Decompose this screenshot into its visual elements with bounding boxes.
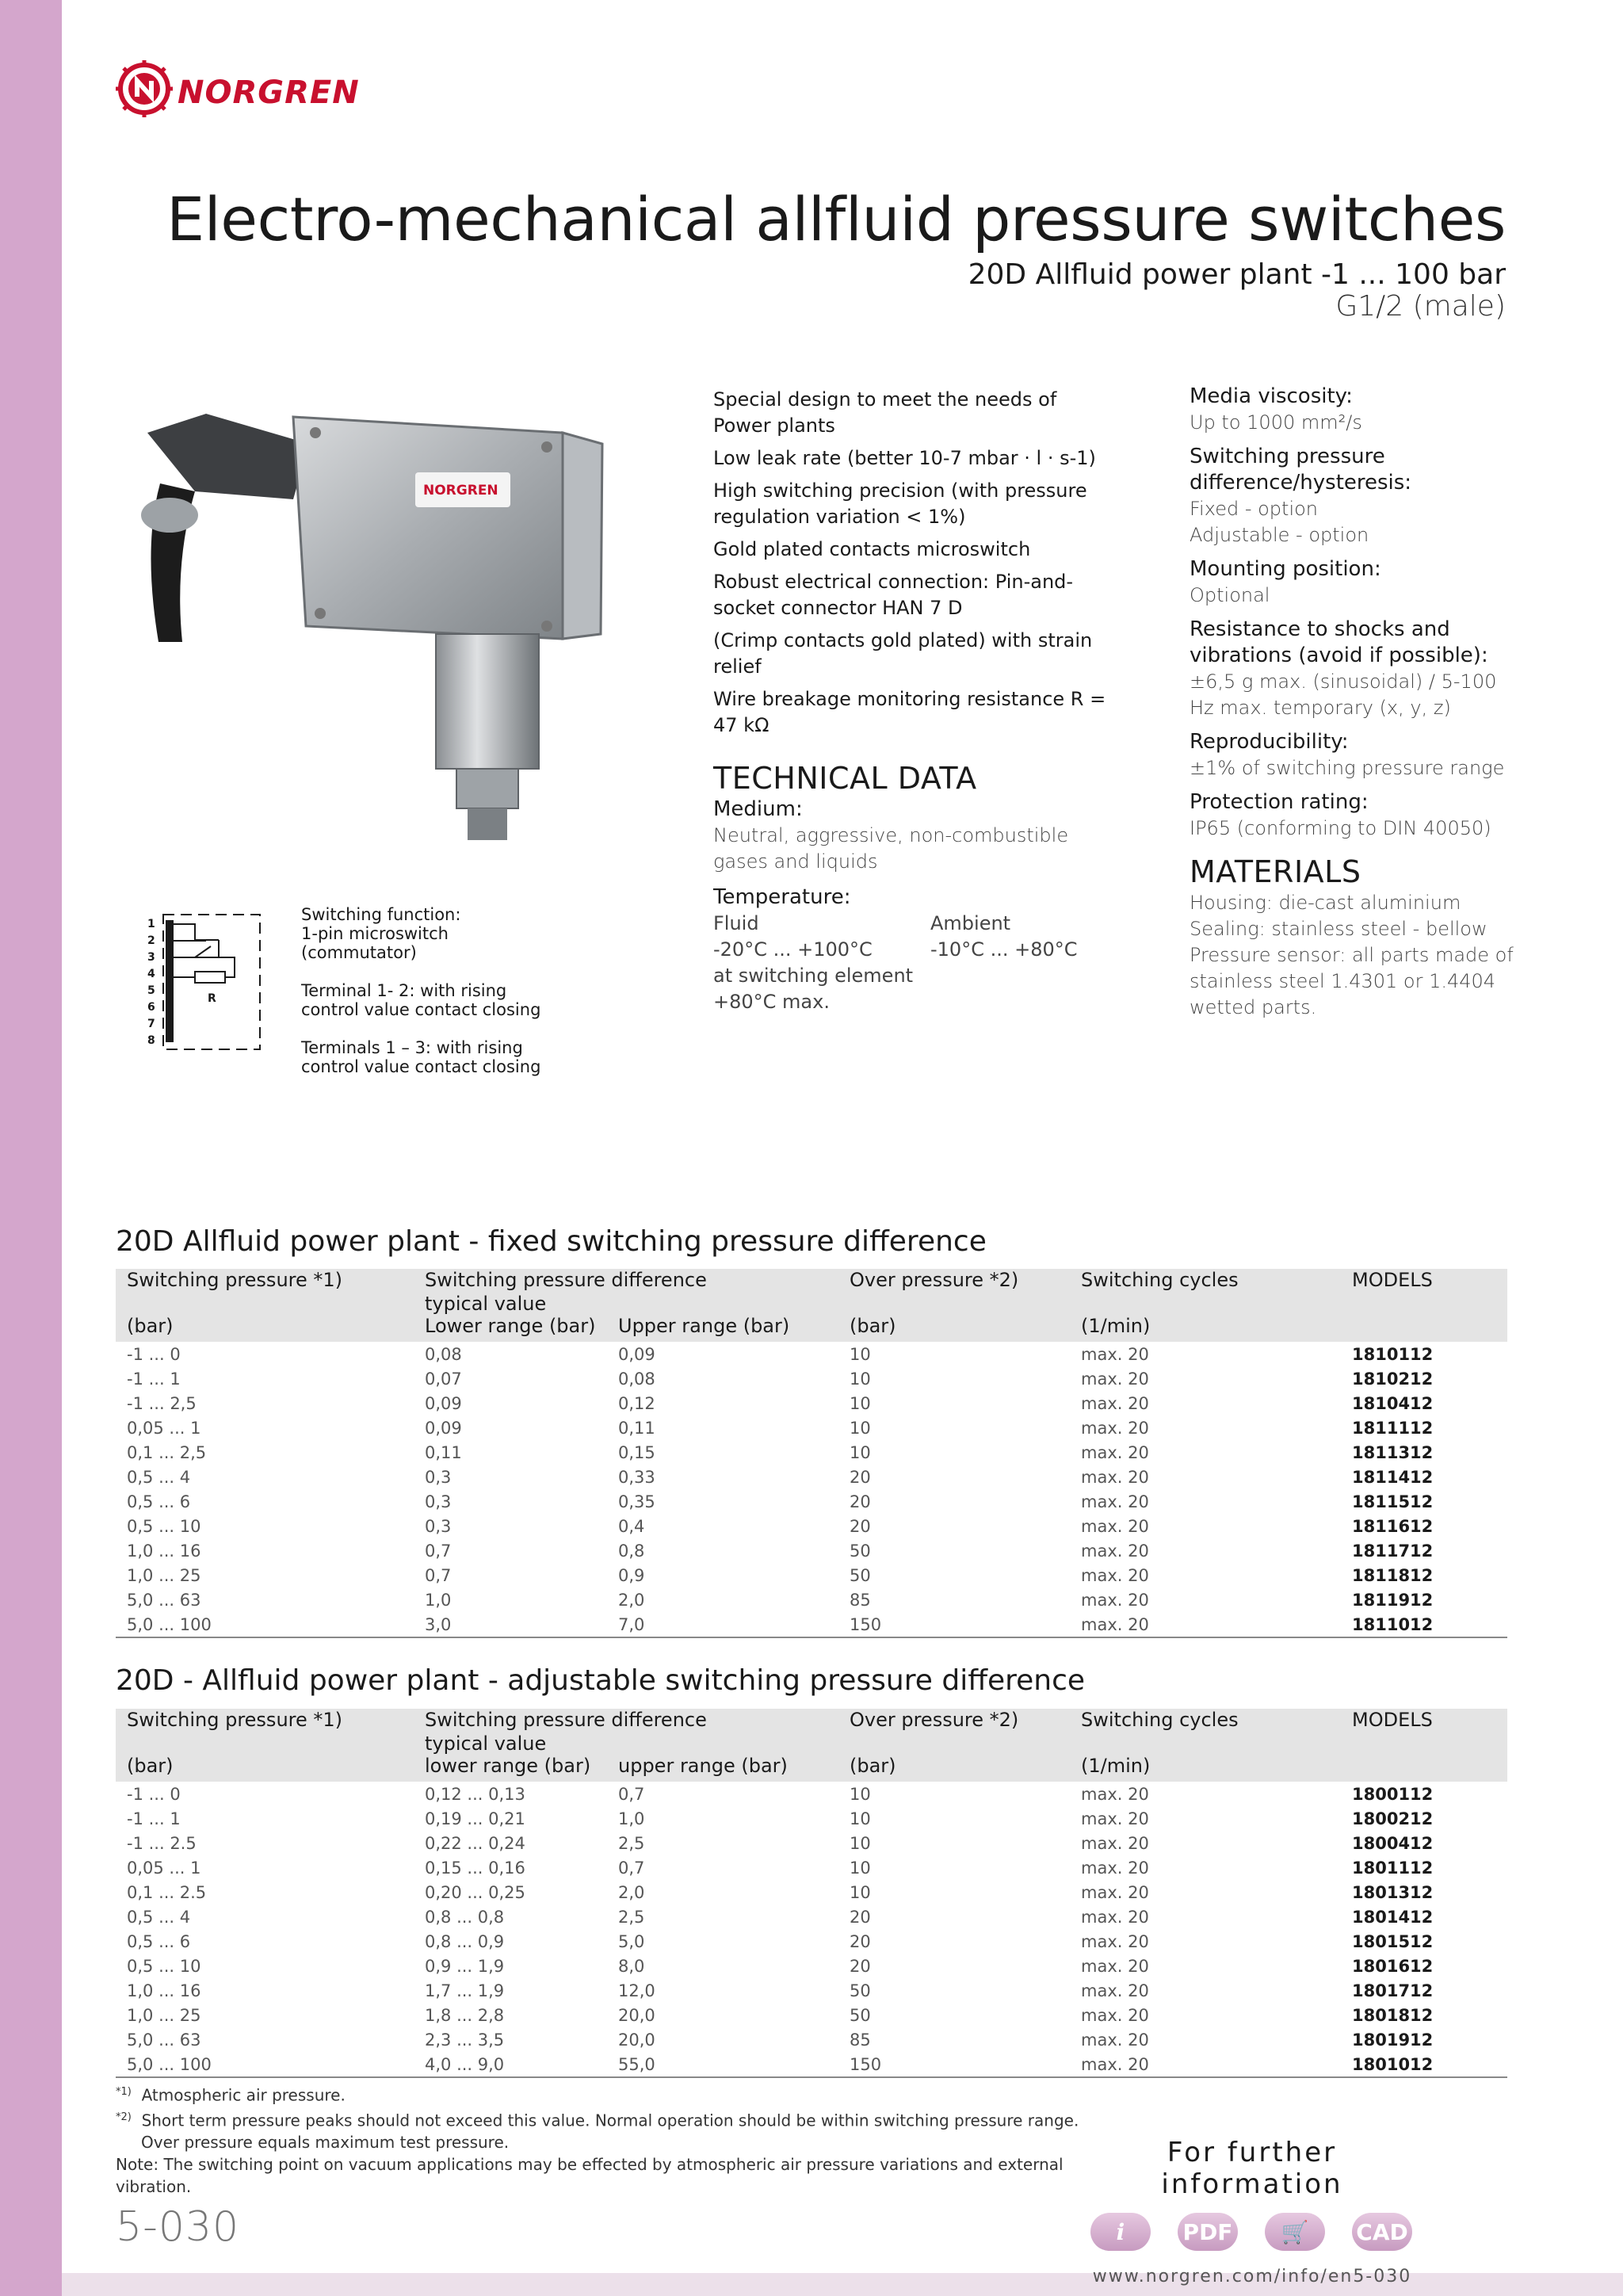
cell-switching-cycles: max. 20 xyxy=(1081,1443,1149,1462)
unit-bar: (bar) xyxy=(127,1755,174,1777)
feature-item: (Crimp contacts gold plated) with strain relief xyxy=(713,629,1093,678)
cell-over-pressure: 50 xyxy=(850,1981,871,2000)
cell-over-pressure: 50 xyxy=(850,1566,871,1585)
fluid-label: Fluid xyxy=(713,912,759,934)
col-pressure-difference: Switching pressure difference xyxy=(425,1709,707,1731)
table-row xyxy=(116,1391,1507,1415)
cell-switching-cycles: max. 20 xyxy=(1081,1785,1149,1804)
cell-switching-pressure: 5,0 ... 100 xyxy=(127,2055,212,2074)
cell-switching-pressure: -1 ... 1 xyxy=(127,1370,181,1389)
cell-upper-range: 0,33 xyxy=(618,1468,655,1487)
cell-switching-pressure: 0,05 ... 1 xyxy=(127,1419,201,1438)
cell-lower-range: 0,08 xyxy=(425,1345,462,1364)
cad-icon[interactable]: CAD xyxy=(1352,2213,1412,2251)
col-switching-pressure: Switching pressure *1) xyxy=(127,1269,343,1291)
switching-element-label: at switching element xyxy=(713,965,914,987)
medium-value: Neutral, aggressive, non-combustible gases and liquids xyxy=(713,824,1069,873)
switching-circuit-diagram xyxy=(147,908,266,1054)
cell-switching-cycles: max. 20 xyxy=(1081,1932,1149,1951)
unit-bar: (bar) xyxy=(127,1315,174,1337)
svg-text:1: 1 xyxy=(147,918,155,930)
svg-text:4: 4 xyxy=(147,968,155,980)
hysteresis-fixed: Fixed - option xyxy=(1190,498,1318,520)
cell-model: 1800212 xyxy=(1352,1809,1434,1828)
cell-switching-pressure: -1 ... 0 xyxy=(127,1345,181,1364)
footnote-2b: Over pressure equals maximum test pressure. xyxy=(141,2133,510,2153)
cell-upper-range: 5,0 xyxy=(618,1932,645,1951)
cell-lower-range: 0,22 ... 0,24 xyxy=(425,1834,525,1853)
cell-lower-range: 0,3 xyxy=(425,1517,452,1536)
side-color-bar xyxy=(0,0,62,2296)
unit-over-pressure: (bar) xyxy=(850,1755,896,1777)
cell-upper-range: 0,11 xyxy=(618,1419,655,1438)
cell-model: 1811112 xyxy=(1352,1419,1434,1438)
unit-upper-range: upper range (bar) xyxy=(618,1755,788,1777)
info-icon-row xyxy=(1090,2213,1412,2251)
col-models: MODELS xyxy=(1352,1709,1433,1731)
temperature-label: Temperature: xyxy=(713,885,851,909)
cell-upper-range: 2,5 xyxy=(618,1834,645,1853)
specs-column xyxy=(1190,384,1522,1021)
cell-model: 1801912 xyxy=(1352,2030,1434,2050)
feature-item: Wire breakage monitoring resistance R = 47 kΩ xyxy=(713,688,1106,736)
feature-item: High switching precision (with pressure regulation variation < 1%) xyxy=(713,479,1087,528)
pdf-icon[interactable]: PDF xyxy=(1178,2213,1238,2251)
protection-label: Protection rating: xyxy=(1190,790,1369,814)
materials-heading: MATERIALS xyxy=(1190,854,1361,889)
temperature-grid xyxy=(713,911,1109,1015)
cell-switching-pressure: 0,5 ... 6 xyxy=(127,1492,191,1511)
table-row xyxy=(116,1440,1507,1465)
cell-model: 1801812 xyxy=(1352,2006,1434,2025)
table-row xyxy=(116,2027,1507,2052)
col-typical-value: typical value xyxy=(425,1733,547,1755)
cell-switching-pressure: -1 ... 2.5 xyxy=(127,1834,197,1853)
cell-lower-range: 1,0 xyxy=(425,1591,452,1610)
models-table-adjustable xyxy=(116,1709,1507,2078)
cell-over-pressure: 20 xyxy=(850,1908,871,1927)
page-subtitle: 20D Allfluid power plant -1 ... 100 bar xyxy=(968,258,1506,291)
cell-switching-cycles: max. 20 xyxy=(1081,1859,1149,1878)
ambient-range: -10°C ... +80°C xyxy=(930,938,1078,961)
cell-over-pressure: 20 xyxy=(850,1492,871,1511)
cell-switching-cycles: max. 20 xyxy=(1081,1908,1149,1927)
cell-switching-cycles: max. 20 xyxy=(1081,1370,1149,1389)
cell-switching-pressure: -1 ... 0 xyxy=(127,1785,181,1804)
cell-lower-range: 0,09 xyxy=(425,1419,462,1438)
cell-upper-range: 7,0 xyxy=(618,1615,645,1634)
cell-switching-pressure: 0,5 ... 10 xyxy=(127,1957,201,1976)
col-switching-pressure: Switching pressure *1) xyxy=(127,1709,343,1731)
cell-model: 1810412 xyxy=(1352,1394,1434,1413)
cell-upper-range: 0,09 xyxy=(618,1345,655,1364)
cell-model: 1811512 xyxy=(1352,1492,1434,1511)
cell-switching-cycles: max. 20 xyxy=(1081,1419,1149,1438)
cell-switching-pressure: 1,0 ... 25 xyxy=(127,2006,201,2025)
svg-text:R: R xyxy=(208,992,216,1005)
cell-upper-range: 0,7 xyxy=(618,1859,645,1878)
cell-lower-range: 4,0 ... 9,0 xyxy=(425,2055,505,2074)
cell-model: 1801512 xyxy=(1352,1932,1434,1951)
cell-lower-range: 3,0 xyxy=(425,1615,452,1634)
ambient-label: Ambient xyxy=(930,912,1011,934)
table-row xyxy=(116,1563,1507,1587)
unit-over-pressure: (bar) xyxy=(850,1315,896,1337)
cell-over-pressure: 150 xyxy=(850,2055,882,2074)
pressure-switch-product-image xyxy=(119,388,642,848)
cell-switching-pressure: -1 ... 2,5 xyxy=(127,1394,197,1413)
cell-over-pressure: 10 xyxy=(850,1809,871,1828)
feature-item: Robust electrical connection: Pin-and-socket connector HAN 7 D xyxy=(713,571,1074,619)
further-information xyxy=(1086,2137,1419,2286)
cell-switching-cycles: max. 20 xyxy=(1081,2006,1149,2025)
cell-switching-pressure: 1,0 ... 25 xyxy=(127,1566,201,1585)
cell-switching-pressure: 0,1 ... 2,5 xyxy=(127,1443,207,1462)
col-over-pressure: Over pressure *2) xyxy=(850,1709,1019,1731)
svg-text:6: 6 xyxy=(147,1001,155,1014)
page-title: Electro-mechanical allfluid pressure switches xyxy=(166,184,1506,254)
brand-name: NORGREN xyxy=(178,74,360,111)
feature-item: Low leak rate (better 10-7 mbar · l · s-1) xyxy=(713,447,1096,469)
cell-lower-range: 0,19 ... 0,21 xyxy=(425,1809,525,1828)
svg-text:5: 5 xyxy=(147,984,155,997)
info-url-link[interactable]: www.norgren.com/info/en5-030 xyxy=(1092,2267,1412,2286)
table-row xyxy=(116,1612,1507,1637)
cell-upper-range: 20,0 xyxy=(618,2006,655,2025)
cell-lower-range: 0,3 xyxy=(425,1468,452,1487)
cell-switching-cycles: max. 20 xyxy=(1081,2055,1149,2074)
switching-line: (commutator) xyxy=(301,943,417,962)
footnotes xyxy=(116,2081,1090,2198)
protection-value: IP65 (conforming to DIN 40050) xyxy=(1190,817,1491,839)
col-models: MODELS xyxy=(1352,1269,1433,1291)
cell-over-pressure: 20 xyxy=(850,1957,871,1976)
cell-switching-pressure: 0,5 ... 10 xyxy=(127,1517,201,1536)
material-housing: Housing: die-cast aluminium xyxy=(1190,892,1461,914)
shock-value: ±6,5 g max. (sinusoidal) / 5-100 Hz max. temporary (x, y, z) xyxy=(1190,670,1497,719)
cell-over-pressure: 10 xyxy=(850,1834,871,1853)
cell-model: 1801312 xyxy=(1352,1883,1434,1902)
mounting-label: Mounting position: xyxy=(1190,557,1381,581)
table-row xyxy=(116,1514,1507,1538)
footnote-mark: *1) xyxy=(116,2086,132,2098)
unit-lower-range: lower range (bar) xyxy=(425,1755,591,1777)
cell-upper-range: 0,7 xyxy=(618,1785,645,1804)
table-row xyxy=(116,1929,1507,1954)
cell-model: 1801612 xyxy=(1352,1957,1434,1976)
cell-model: 1811412 xyxy=(1352,1468,1434,1487)
cell-switching-pressure: 5,0 ... 63 xyxy=(127,2030,201,2050)
col-typical-value: typical value xyxy=(425,1293,547,1315)
cell-upper-range: 20,0 xyxy=(618,2030,655,2050)
medium-label: Medium: xyxy=(713,797,803,821)
table-row xyxy=(116,2052,1507,2076)
footnote-2: Short term pressure peaks should not exceed this value. Normal operation should be within switching pressure range. xyxy=(141,2111,1079,2130)
shock-label: Resistance to shocks and vibrations (avoid if possible): xyxy=(1190,617,1488,667)
cell-switching-cycles: max. 20 xyxy=(1081,1591,1149,1610)
footnote-mark: *2) xyxy=(116,2111,132,2123)
hysteresis-label: Switching pressure difference/hysteresis: xyxy=(1190,445,1412,495)
info-icon[interactable]: i xyxy=(1090,2213,1151,2251)
cell-switching-pressure: 0,05 ... 1 xyxy=(127,1859,201,1878)
cell-model: 1801012 xyxy=(1352,2055,1434,2074)
svg-text:8: 8 xyxy=(147,1034,155,1047)
table-row xyxy=(116,1415,1507,1440)
cell-over-pressure: 20 xyxy=(850,1517,871,1536)
table-row xyxy=(116,1831,1507,1855)
cell-model: 1811812 xyxy=(1352,1566,1434,1585)
cell-model: 1811012 xyxy=(1352,1615,1434,1634)
cell-over-pressure: 50 xyxy=(850,1541,871,1561)
norgren-logo-icon xyxy=(116,60,173,117)
material-sensor: Pressure sensor: all parts made of stainless steel 1.4301 or 1.4404 wetted parts. xyxy=(1190,944,1514,1018)
cell-upper-range: 1,0 xyxy=(618,1809,645,1828)
cell-over-pressure: 10 xyxy=(850,1345,871,1364)
cell-model: 1800412 xyxy=(1352,1834,1434,1853)
table-body xyxy=(116,1782,1507,2076)
cell-switching-cycles: max. 20 xyxy=(1081,1492,1149,1511)
mounting-value: Optional xyxy=(1190,584,1270,606)
cell-switching-cycles: max. 20 xyxy=(1081,1517,1149,1536)
viscosity-value: Up to 1000 mm²/s xyxy=(1190,411,1362,434)
cell-switching-cycles: max. 20 xyxy=(1081,1957,1149,1976)
cell-lower-range: 0,09 xyxy=(425,1394,462,1413)
footnote-1: Atmospheric air pressure. xyxy=(141,2085,346,2105)
terminal-1-3-text: control value contact closing xyxy=(301,1057,541,1076)
cell-upper-range: 12,0 xyxy=(618,1981,655,2000)
table-row xyxy=(116,1587,1507,1612)
cell-model: 1811612 xyxy=(1352,1517,1434,1536)
cell-switching-cycles: max. 20 xyxy=(1081,1541,1149,1561)
cell-switching-cycles: max. 20 xyxy=(1081,1345,1149,1364)
cell-lower-range: 0,9 ... 1,9 xyxy=(425,1957,505,1976)
cell-switching-cycles: max. 20 xyxy=(1081,1615,1149,1634)
cell-switching-cycles: max. 20 xyxy=(1081,1883,1149,1902)
cell-switching-pressure: 0,5 ... 4 xyxy=(127,1908,191,1927)
cell-over-pressure: 85 xyxy=(850,2030,871,2050)
cell-upper-range: 0,8 xyxy=(618,1541,645,1561)
cell-over-pressure: 150 xyxy=(850,1615,882,1634)
cell-switching-cycles: max. 20 xyxy=(1081,1566,1149,1585)
cell-upper-range: 0,9 xyxy=(618,1566,645,1585)
unit-cycles: (1/min) xyxy=(1081,1755,1151,1777)
reproducibility-value: ±1% of switching pressure range xyxy=(1190,757,1505,779)
cell-switching-pressure: -1 ... 1 xyxy=(127,1809,181,1828)
cell-over-pressure: 20 xyxy=(850,1468,871,1487)
cell-lower-range: 0,7 xyxy=(425,1566,452,1585)
table-header xyxy=(116,1269,1507,1342)
cell-lower-range: 0,11 xyxy=(425,1443,462,1462)
unit-cycles: (1/min) xyxy=(1081,1315,1151,1337)
cell-model: 1800112 xyxy=(1352,1785,1434,1804)
cell-switching-pressure: 0,1 ... 2.5 xyxy=(127,1883,207,1902)
unit-lower-range: Lower range (bar) xyxy=(425,1315,596,1337)
table-row xyxy=(116,1954,1507,1978)
cell-switching-cycles: max. 20 xyxy=(1081,1981,1149,2000)
cell-switching-pressure: 0,5 ... 4 xyxy=(127,1468,191,1487)
table-row xyxy=(116,1465,1507,1489)
cell-upper-range: 8,0 xyxy=(618,1957,645,1976)
col-switching-cycles: Switching cycles xyxy=(1081,1269,1239,1291)
cell-model: 1801412 xyxy=(1352,1908,1434,1927)
table-row xyxy=(116,1782,1507,1806)
cell-over-pressure: 10 xyxy=(850,1370,871,1389)
cell-lower-range: 1,8 ... 2,8 xyxy=(425,2006,505,2025)
cell-over-pressure: 20 xyxy=(850,1932,871,1951)
cell-upper-range: 2,0 xyxy=(618,1591,645,1610)
models-table-fixed xyxy=(116,1269,1507,1638)
cell-switching-cycles: max. 20 xyxy=(1081,1468,1149,1487)
cell-switching-pressure: 1,0 ... 16 xyxy=(127,1541,201,1561)
cell-model: 1801112 xyxy=(1352,1859,1434,1878)
terminal-1-2-text: control value contact closing xyxy=(301,1000,541,1019)
table-body xyxy=(116,1342,1507,1637)
table-header xyxy=(116,1709,1507,1782)
cell-over-pressure: 85 xyxy=(850,1591,871,1610)
cell-over-pressure: 50 xyxy=(850,2006,871,2025)
cell-switching-pressure: 5,0 ... 63 xyxy=(127,1591,201,1610)
cell-upper-range: 2,5 xyxy=(618,1908,645,1927)
cell-over-pressure: 10 xyxy=(850,1443,871,1462)
cell-lower-range: 0,12 ... 0,13 xyxy=(425,1785,525,1804)
feature-item: Special design to meet the needs of Power plants xyxy=(713,388,1057,437)
cell-switching-cycles: max. 20 xyxy=(1081,1809,1149,1828)
cell-model: 1810212 xyxy=(1352,1370,1434,1389)
product-label-text: NORGREN xyxy=(423,483,498,499)
table-row xyxy=(116,2003,1507,2027)
col-pressure-difference: Switching pressure difference xyxy=(425,1269,707,1291)
cell-lower-range: 0,3 xyxy=(425,1492,452,1511)
svg-text:7: 7 xyxy=(147,1018,155,1030)
table-row xyxy=(116,1880,1507,1904)
table-fixed-title: 20D Allfluid power plant - fixed switching pressure difference xyxy=(116,1225,987,1258)
switching-line: 1-pin microswitch xyxy=(301,924,449,943)
cell-lower-range: 2,3 ... 3,5 xyxy=(425,2030,505,2050)
material-sealing: Sealing: stainless steel - bellow xyxy=(1190,918,1487,940)
svg-text:3: 3 xyxy=(147,951,155,964)
cell-lower-range: 0,7 xyxy=(425,1541,452,1561)
cell-over-pressure: 10 xyxy=(850,1883,871,1902)
cell-over-pressure: 10 xyxy=(850,1785,871,1804)
cell-model: 1811912 xyxy=(1352,1591,1434,1610)
page-subtitle-port: G1/2 (male) xyxy=(1335,290,1506,323)
terminal-1-3-text: Terminals 1 – 3: with rising xyxy=(301,1038,523,1057)
cell-switching-pressure: 0,5 ... 6 xyxy=(127,1932,191,1951)
table-adjustable-title: 20D - Allfluid power plant - adjustable switching pressure difference xyxy=(116,1664,1086,1697)
cell-upper-range: 0,15 xyxy=(618,1443,655,1462)
switching-function-text xyxy=(301,905,555,1095)
cell-lower-range: 0,8 ... 0,8 xyxy=(425,1908,505,1927)
table-row xyxy=(116,1806,1507,1831)
feature-item: Gold plated contacts microswitch xyxy=(713,538,1031,560)
cell-upper-range: 0,4 xyxy=(618,1517,645,1536)
cell-upper-range: 55,0 xyxy=(618,2055,655,2074)
table-row xyxy=(116,1366,1507,1391)
table-row xyxy=(116,1489,1507,1514)
cell-lower-range: 0,20 ... 0,25 xyxy=(425,1883,525,1902)
cell-lower-range: 0,07 xyxy=(425,1370,462,1389)
cell-switching-cycles: max. 20 xyxy=(1081,1394,1149,1413)
cell-upper-range: 0,12 xyxy=(618,1394,655,1413)
cell-model: 1811712 xyxy=(1352,1541,1434,1561)
table-row xyxy=(116,1904,1507,1929)
switching-line: Switching function: xyxy=(301,905,461,924)
hysteresis-adjustable: Adjustable - option xyxy=(1190,524,1369,546)
terminal-1-2-text: Terminal 1- 2: with rising xyxy=(301,981,507,1000)
cell-lower-range: 0,15 ... 0,16 xyxy=(425,1859,525,1878)
table-row xyxy=(116,1855,1507,1880)
col-switching-cycles: Switching cycles xyxy=(1081,1709,1239,1731)
cell-switching-pressure: 1,0 ... 16 xyxy=(127,1981,201,2000)
cell-lower-range: 0,8 ... 0,9 xyxy=(425,1932,505,1951)
cell-upper-range: 0,35 xyxy=(618,1492,655,1511)
page-number: 5-030 xyxy=(116,2203,240,2251)
switching-element-max: +80°C max. xyxy=(713,991,830,1013)
table-row xyxy=(116,1978,1507,2003)
svg-text:2: 2 xyxy=(147,934,155,947)
cell-lower-range: 1,7 ... 1,9 xyxy=(425,1981,505,2000)
cell-upper-range: 0,08 xyxy=(618,1370,655,1389)
cell-switching-pressure: 5,0 ... 100 xyxy=(127,1615,212,1634)
footnote-note: Note: The switching point on vacuum applications may be effected by atmospheric air pressure variations and external vibration. xyxy=(116,2155,1064,2197)
table-row xyxy=(116,1538,1507,1563)
cell-upper-range: 2,0 xyxy=(618,1883,645,1902)
cell-over-pressure: 10 xyxy=(850,1419,871,1438)
cell-model: 1810112 xyxy=(1352,1345,1434,1364)
table-row xyxy=(116,1342,1507,1366)
cart-icon[interactable]: 🛒 xyxy=(1265,2213,1325,2251)
cell-switching-cycles: max. 20 xyxy=(1081,2030,1149,2050)
cell-over-pressure: 10 xyxy=(850,1859,871,1878)
norgren-logo xyxy=(116,60,360,117)
fluid-range: -20°C ... +100°C xyxy=(713,938,873,961)
cell-over-pressure: 10 xyxy=(850,1394,871,1413)
technical-data-heading: TECHNICAL DATA xyxy=(713,761,977,796)
cell-switching-cycles: max. 20 xyxy=(1081,1834,1149,1853)
cell-model: 1811312 xyxy=(1352,1443,1434,1462)
unit-upper-range: Upper range (bar) xyxy=(618,1315,790,1337)
reproducibility-label: Reproducibility: xyxy=(1190,730,1349,754)
further-info-title: For further information xyxy=(1161,2137,1343,2200)
cell-model: 1801712 xyxy=(1352,1981,1434,2000)
viscosity-label: Media viscosity: xyxy=(1190,384,1353,408)
col-over-pressure: Over pressure *2) xyxy=(850,1269,1019,1291)
features-column xyxy=(713,387,1109,1015)
